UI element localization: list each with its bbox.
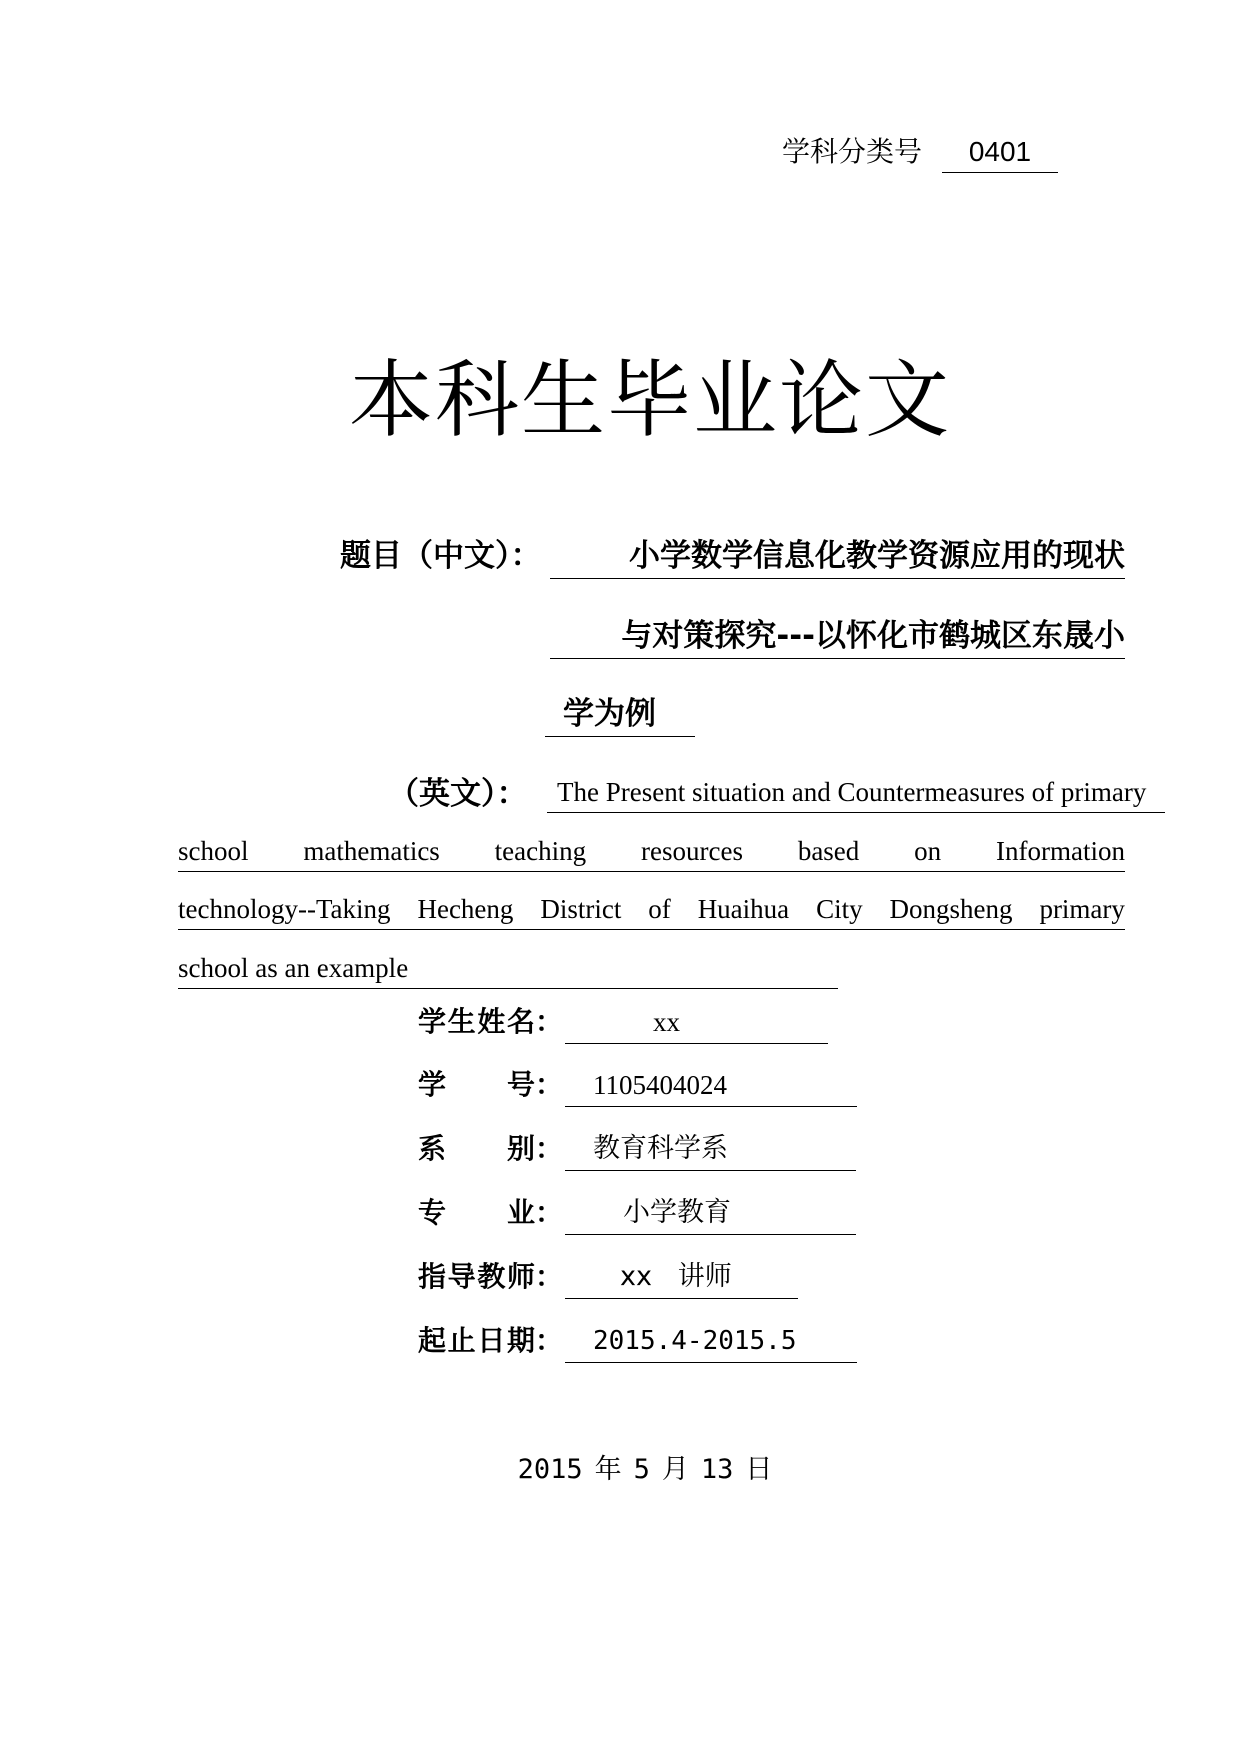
word: of xyxy=(648,894,671,924)
date-year: 2015 xyxy=(517,1454,583,1485)
label-char: 止 xyxy=(447,1324,476,1357)
advisor-value: xx 讲师 xyxy=(565,1256,798,1299)
title-en-line-3 xyxy=(178,889,1125,930)
date-month-unit: 月 xyxy=(661,1454,689,1485)
date-day-unit: 日 xyxy=(745,1454,773,1485)
title-en-label: （英文）： xyxy=(388,776,528,812)
period-value: 2015.4-2015.5 xyxy=(565,1320,857,1363)
submission-date xyxy=(0,1450,1241,1490)
period-label xyxy=(418,1320,563,1362)
label-char: 业： xyxy=(506,1196,563,1229)
label-char: 生 xyxy=(447,1005,476,1038)
label-char: 学 xyxy=(418,1005,447,1038)
word: teaching xyxy=(494,836,587,866)
title-en-line-2 xyxy=(178,831,1125,872)
label-char: 日 xyxy=(477,1324,506,1357)
date-day: 13 xyxy=(700,1454,734,1485)
label-char: 名： xyxy=(506,1005,563,1038)
label-char: 师： xyxy=(506,1260,563,1293)
label-char: 学 xyxy=(418,1068,447,1101)
page-title: 本科生毕业论文 xyxy=(348,351,951,449)
title-cn-line-1: 小学数学信息化教学资源应用的现状 xyxy=(550,534,1125,579)
word: primary xyxy=(1039,894,1125,924)
classification-label: 学科分类号 xyxy=(782,135,923,168)
label-char: 起 xyxy=(418,1324,447,1357)
title-cn-line-2: 与对策探究---以怀化市鹤城区东晟小 xyxy=(550,614,1125,659)
label-char: 专 xyxy=(418,1196,447,1229)
title-en-line-4: school as an example xyxy=(178,948,838,989)
word: on xyxy=(914,836,942,866)
label-char: 系 xyxy=(418,1132,447,1165)
word: Huaihua xyxy=(697,894,790,924)
word: technology--Taking xyxy=(178,894,391,924)
word: District xyxy=(540,894,622,924)
date-year-unit: 年 xyxy=(594,1454,622,1485)
label-char: 别： xyxy=(506,1132,563,1165)
label-char: 指 xyxy=(418,1260,447,1293)
label-char: 姓 xyxy=(477,1005,506,1038)
advisor-label xyxy=(418,1256,563,1298)
word: mathematics xyxy=(303,836,440,866)
student-id-value: 1105404024 xyxy=(565,1064,857,1107)
label-char: 号： xyxy=(506,1068,563,1101)
word: school xyxy=(178,836,249,866)
date-month: 5 xyxy=(633,1454,650,1485)
word: based xyxy=(797,836,860,866)
title-cn-line-3: 学为例 xyxy=(545,692,695,737)
title-cn-label: 题目（中文）： xyxy=(340,538,542,574)
word: resources xyxy=(641,836,743,866)
student-name-label xyxy=(418,1001,563,1043)
word: City xyxy=(816,894,863,924)
department-label xyxy=(418,1128,563,1170)
student-name-value: xx xyxy=(565,1001,828,1044)
department-value: 教育科学系 xyxy=(565,1128,856,1171)
major-value: 小学教育 xyxy=(565,1192,856,1235)
word: Dongsheng xyxy=(889,894,1013,924)
label-char: 教 xyxy=(477,1260,506,1293)
word: Hecheng xyxy=(417,894,514,924)
label-char: 期： xyxy=(506,1324,563,1357)
major-label xyxy=(418,1192,563,1234)
title-en-line-1: The Present situation and Countermeasures of primary xyxy=(547,772,1165,813)
student-id-label xyxy=(418,1064,563,1106)
word: Information xyxy=(996,836,1125,866)
classification-value: 0401 xyxy=(942,132,1058,173)
label-char: 导 xyxy=(447,1260,476,1293)
